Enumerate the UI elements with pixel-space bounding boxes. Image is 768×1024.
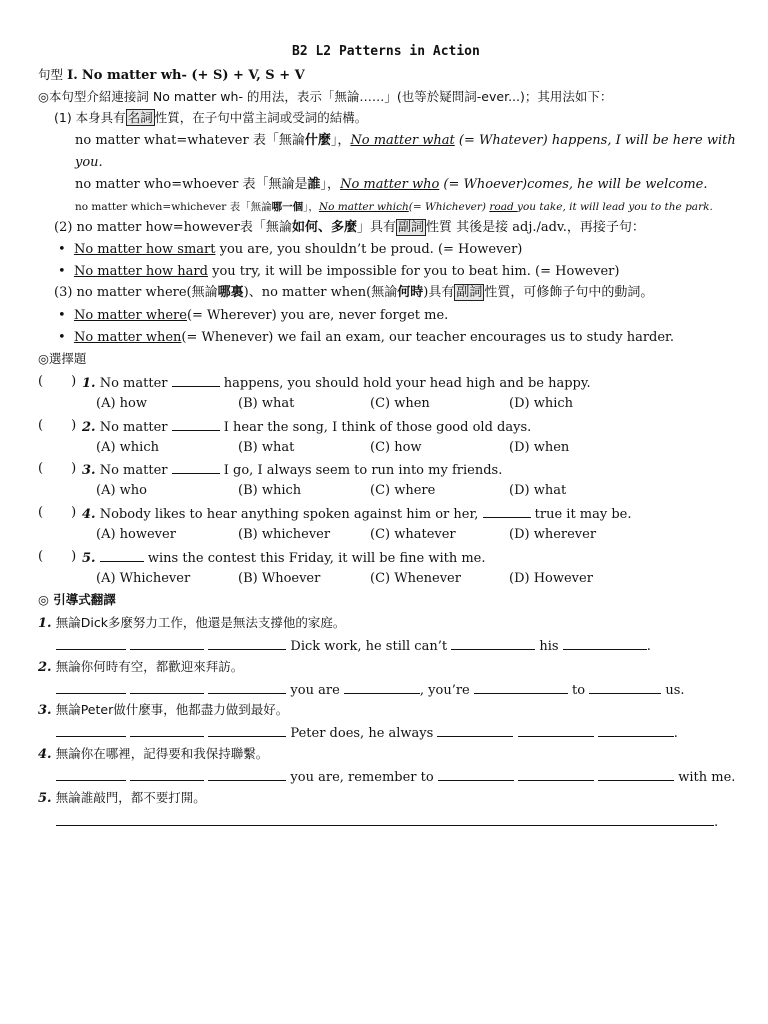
question-post: I hear the song, I think of those good old days. [219, 420, 532, 435]
which-def: no matter which=whichever 表「無論 [75, 201, 272, 213]
which-bold: 哪一個 [271, 201, 304, 213]
answer-blank[interactable] [451, 637, 535, 650]
option-a[interactable]: (A) Whichever [96, 571, 191, 586]
which-example-underlined: No matter which [318, 201, 409, 213]
what-example-rest: (= Whatever) happens, I will be here with [454, 133, 736, 148]
paren-close: ) [71, 549, 77, 564]
translation-chinese: 無論你何時有空，都歡迎來拜訪。 [55, 659, 244, 674]
answer-blank[interactable] [518, 768, 594, 781]
answer-blank[interactable] [437, 724, 513, 737]
question-stem [82, 461, 502, 479]
what-line [75, 133, 736, 149]
answer-blank[interactable] [56, 637, 126, 650]
pattern-heading [38, 67, 305, 84]
question-blank[interactable] [483, 505, 531, 518]
bullet-when [58, 330, 674, 346]
paren-close: ) [71, 461, 77, 476]
translation-number: 2. [38, 660, 52, 675]
translation-text: , you’re [419, 683, 470, 698]
page-title: B2 L2 Patterns in Action [292, 44, 480, 59]
what-example-underlined: No matter what [350, 133, 455, 148]
translation-1-prompt [38, 615, 345, 632]
answer-blank[interactable] [130, 724, 204, 737]
option-b[interactable]: (B) what [238, 396, 295, 411]
answer-blank[interactable] [208, 681, 286, 694]
translation-chinese: 無論誰敲門，都不要打開。 [55, 790, 206, 805]
answer-blank[interactable] [474, 681, 568, 694]
translation-2-answer [56, 681, 685, 699]
option-b[interactable]: (B) which [238, 483, 302, 498]
answer-blank[interactable] [589, 681, 661, 694]
noun-box: 名詞 [127, 110, 153, 125]
what-close: 」， [330, 133, 351, 148]
translation-3-prompt [38, 702, 288, 719]
option-c[interactable]: (C) when [370, 396, 430, 411]
question-stem [82, 418, 531, 436]
bullet-rest: you try, it will be impossible for you to beat him. (= However) [207, 264, 620, 279]
question-post: I go, I always seem to run into my friends. [219, 463, 503, 478]
option-d[interactable]: (D) wherever [509, 527, 597, 542]
answer-blank[interactable] [438, 768, 514, 781]
answer-blank[interactable] [130, 637, 204, 650]
question-stem [82, 374, 591, 392]
answer-blank[interactable] [344, 681, 420, 694]
answer-paren [38, 374, 76, 390]
translation-4-answer [56, 768, 735, 786]
answer-blank[interactable] [598, 724, 674, 737]
translation-text: his [539, 639, 559, 654]
mc-heading: ◎選擇題 [38, 351, 87, 366]
option-a[interactable]: (A) however [96, 527, 176, 542]
translation-text: you are [290, 683, 340, 698]
who-bold: 誰 [307, 177, 321, 192]
which-example-rest: you take, it will lead you to the park. [517, 201, 713, 213]
option-a[interactable]: (A) who [96, 483, 147, 498]
question-pre: No matter [99, 376, 172, 391]
what-bold: 什麼 [304, 133, 331, 148]
question-blank[interactable] [172, 374, 220, 387]
who-close: 」， [320, 177, 341, 192]
answer-blank[interactable] [208, 724, 286, 737]
option-c[interactable]: (C) where [370, 483, 436, 498]
question-number: 2. [82, 420, 96, 435]
bullet-underlined: No matter how smart [73, 242, 216, 257]
bullet-how-smart [58, 242, 522, 258]
answer-blank[interactable] [208, 768, 286, 781]
paren-open: ( [38, 505, 44, 520]
question-number: 5. [82, 551, 96, 566]
translation-number: 3. [38, 703, 52, 718]
question-pre: Nobody likes to hear anything spoken against him or her, [99, 507, 483, 522]
option-d[interactable]: (D) which [509, 396, 574, 411]
translation-text: Dick work, he still can’t [290, 639, 448, 654]
point-2-bold: 如何、多麼 [291, 220, 357, 235]
paren-open: ( [38, 374, 44, 389]
question-stem [82, 549, 486, 567]
option-b[interactable]: (B) Whoever [238, 571, 321, 586]
point-3-bold2: 何時 [397, 285, 424, 300]
point-2-a: (2) no matter how=however表「無論 [54, 220, 292, 235]
option-c[interactable]: (C) how [370, 440, 422, 455]
bullet-how-hard [58, 264, 619, 280]
option-c[interactable]: (C) Whenever [370, 571, 461, 586]
translation-text: you are, remember to [290, 770, 434, 785]
answer-blank[interactable] [130, 681, 204, 694]
bullet-dot: • [58, 242, 74, 257]
point-3-a: (3) no matter where(無論 [54, 285, 218, 300]
answer-blank[interactable] [56, 768, 126, 781]
answer-paren [38, 505, 76, 521]
what-def: no matter what=whatever 表「無論 [75, 133, 305, 148]
point-3-bold1: 哪裏 [217, 285, 244, 300]
question-pre: No matter [99, 420, 172, 435]
paren-open: ( [38, 461, 44, 476]
question-blank[interactable] [172, 461, 220, 474]
translation-text: us. [665, 683, 685, 698]
translation-text: to [572, 683, 586, 698]
bullet-dot: • [58, 264, 74, 279]
translation-5-prompt [38, 790, 206, 807]
translation-number: 5. [38, 791, 52, 806]
option-d[interactable]: (D) when [509, 440, 570, 455]
translation-chinese: 無論Peter做什麼事，他都盡力做到最好。 [55, 702, 289, 717]
which-example-road: road [489, 201, 518, 213]
translation-number: 4. [38, 747, 52, 762]
bullet-underlined: No matter where [73, 308, 187, 323]
question-number: 1. [82, 376, 96, 391]
option-b[interactable]: (B) whichever [238, 527, 331, 542]
which-example-mid: (= Whichever) [408, 201, 490, 213]
translation-text: Peter does, he always [290, 726, 434, 741]
bullet-rest: (= Wherever) you are, never forget me. [186, 308, 449, 323]
point-1-suffix: 性質，在子句中當主詞或受詞的結構。 [154, 110, 368, 125]
translation-text: . [673, 726, 678, 741]
point-3-d: 性質，可修飾子句中的動詞。 [484, 285, 654, 300]
answer-blank[interactable] [130, 768, 204, 781]
which-close: 」， [303, 201, 319, 213]
answer-blank[interactable] [563, 637, 647, 650]
translation-4-prompt [38, 746, 268, 763]
answer-line[interactable] [56, 813, 714, 826]
point-2-b: 」具有 [356, 220, 396, 235]
intro-text: ◎本句型介紹連接詞 No matter wh- 的用法，表示「無論……」(也等於疑問詞-ever...)；其用法如下： [38, 89, 613, 104]
what-line-cont: you. [75, 155, 103, 170]
pattern-formula: No matter wh- (+ S) + V, S + V [81, 68, 305, 83]
bullet-rest: (= Whenever) we fail an exam, our teacher encourages us to study harder. [181, 330, 674, 345]
question-number: 4. [82, 507, 96, 522]
question-post: wins the contest this Friday, it will be fine with me. [143, 551, 486, 566]
point-2 [54, 220, 645, 236]
option-a[interactable]: (A) which [96, 440, 159, 455]
translation-3-answer [56, 724, 678, 742]
point-1-prefix: (1) 本身具有 [54, 110, 126, 125]
translation-number: 1. [38, 616, 52, 631]
point-3 [54, 285, 653, 301]
translation-5-answer [56, 813, 718, 831]
answer-paren [38, 418, 76, 434]
question-number: 3. [82, 463, 96, 478]
answer-blank[interactable] [56, 724, 126, 737]
question-post: happens, you should hold your head high and be happy. [219, 376, 591, 391]
bullet-underlined: No matter when [73, 330, 182, 345]
translation-text: with me. [678, 770, 736, 785]
bullet-dot: • [58, 308, 74, 323]
translation-heading: ◎ 引導式翻譯 [38, 592, 116, 607]
bullet-rest: you are, you shouldn’t be proud. (= However) [215, 242, 523, 257]
option-d[interactable]: (D) However [509, 571, 593, 586]
translation-chinese: 無論你在哪裡，記得要和我保持聯繫。 [55, 746, 269, 761]
translation-1-answer [56, 637, 651, 655]
option-c[interactable]: (C) whatever [370, 527, 456, 542]
adverb-box-2: 副詞 [456, 285, 483, 300]
who-example-rest: (= Whoever)comes, he will be welcome. [439, 177, 708, 192]
question-blank[interactable] [172, 418, 220, 431]
paren-open: ( [38, 418, 44, 433]
answer-paren [38, 549, 76, 565]
option-b[interactable]: (B) what [238, 440, 295, 455]
translation-chinese: 無論Dick多麼努力工作，他還是無法支撐他的家庭。 [55, 615, 346, 630]
option-a[interactable]: (A) how [96, 396, 147, 411]
answer-blank[interactable] [598, 768, 674, 781]
answer-blank[interactable] [518, 724, 594, 737]
paren-close: ) [71, 418, 77, 433]
bullet-where [58, 308, 448, 324]
paren-close: ) [71, 505, 77, 520]
paren-close: ) [71, 374, 77, 389]
question-stem [82, 505, 632, 523]
translation-text: . [646, 639, 651, 654]
pattern-roman: Ⅰ. [67, 68, 78, 83]
point-2-c: 性質 其後是接 adj./adv.，再接子句： [425, 220, 645, 235]
answer-blank[interactable] [208, 637, 286, 650]
question-pre: No matter [99, 463, 172, 478]
answer-blank[interactable] [56, 681, 126, 694]
option-d[interactable]: (D) what [509, 483, 567, 498]
who-line [75, 177, 708, 193]
pattern-label: 句型 [38, 67, 64, 82]
adverb-box: 副詞 [397, 220, 424, 235]
which-line [75, 199, 713, 215]
point-3-b: )、no matter when(無論 [243, 285, 398, 300]
who-example-underlined: No matter who [340, 177, 440, 192]
who-def: no matter who=whoever 表「無論是 [75, 177, 308, 192]
translation-text: . [714, 815, 719, 830]
question-post: true it may be. [530, 507, 632, 522]
point-1 [54, 110, 367, 126]
question-blank[interactable] [100, 549, 144, 562]
paren-open: ( [38, 549, 44, 564]
bullet-dot: • [58, 330, 74, 345]
answer-paren [38, 461, 76, 477]
bullet-underlined: No matter how hard [73, 264, 208, 279]
point-3-c: )具有 [423, 285, 455, 300]
translation-2-prompt [38, 659, 243, 676]
